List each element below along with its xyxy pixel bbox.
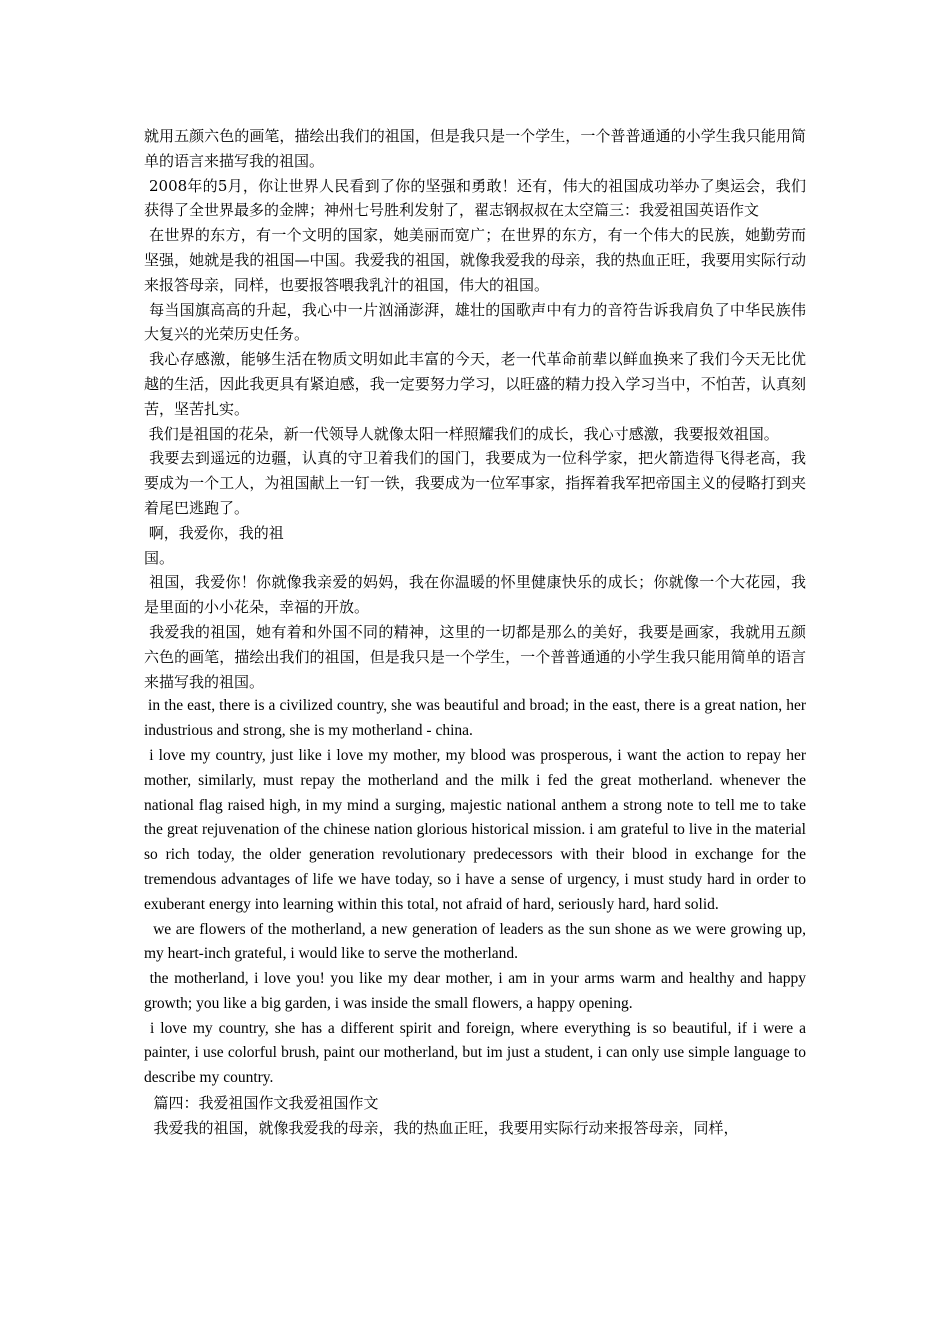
paragraph-5: 我心存感激，能够生活在物质文明如此丰富的今天，老一代革命前辈以鲜血换来了我们今天无比优越的生活，因此我更具有紧迫感，我一定要努力学习，以旺盛的精力投入学习当中，不怕苦，认真刻苦，坚苦扎实。 <box>144 350 806 418</box>
paragraph-18: 我爱我的祖国，就像我爱我的母亲，我的热血正旺，我要用实际行动来报答母亲，同样， <box>144 1118 739 1137</box>
paragraph-12-english: in the east, there is a civilized country, she was beautiful and broad; in the east, there is a great nation, her industrious and strong, she is my motherland - china. <box>144 697 810 740</box>
document-page <box>144 124 810 1141</box>
section-heading: 篇四：我爱祖国作文我爱祖国作文 <box>144 1094 379 1113</box>
paragraph-1: 就用五颜六色的画笔，描绘出我们的祖国，但是我只是一个学生，一个普普通通的小学生我只能用简单的语言来描写我的祖国。 <box>144 127 806 170</box>
paragraph-15-english: the motherland, i love you! you like my dear mother, i am in your arms warm and healthy and happy growth; you like a big garden, i was inside the small flowers, a happy opening. <box>144 970 810 1012</box>
paragraph-2: 2008年的5月，你让世界人民看到了你的坚强和勇敢！还有，伟大的祖国成功举办了奥运会，我们获得了全世界最多的金牌；神州七号胜利发射了，翟志钢叔叔在太空篇三：我爱祖国英语作文 <box>144 176 806 220</box>
paragraph-4: 每当国旗高高的升起，我心中一片汹涌澎湃，雄壮的国歌声中有力的音符告诉我肩负了中华民族伟大复兴的光荣历史任务。 <box>144 300 806 344</box>
paragraph-8: 啊，我爱你，我的祖 <box>144 523 284 542</box>
paragraph-11: 我爱我的祖国，她有着和外国不同的精神，这里的一切都是那么的美好，我要是画家，我就用五颜六色的画笔，描绘出我们的祖国，但是我只是一个学生，一个普普通通的小学生我只能用简单的语言来描写我的祖国。 <box>144 622 806 691</box>
paragraph-10: 祖国，我爱你！你就像我亲爱的妈妈，我在你温暖的怀里健康快乐的成长；你就像一个大花园，我是里面的小小花朵，幸福的开放。 <box>144 573 806 617</box>
paragraph-6: 我们是祖国的花朵，新一代领导人就像太阳一样照耀我们的成长，我心寸感激，我要报效祖国。 <box>144 424 779 443</box>
paragraph-16-english: i love my country, she has a different spirit and foreign, where everything is so beautiful, if i were a painter, i use colorful brush, paint our motherland, but im just a student, i can only use simple language to describe my country. <box>144 1019 810 1087</box>
paragraph-13-english: i love my country, just like i love my mother, my blood was prosperous, i want the action to repay her mother, similarly, must repay the motherland and the milk i fed the great motherland. whenever the national flag raised high, in my mind a surging, majestic national anthem a strong note to tell me to take the great rejuvenation of the chinese nation glorious historical mission. i am grateful to live in the material so rich today, the older generation revolutionary predecessors with their blood in exchange for the tremendous advantages of life we have today, so i have a sense of urgency, i must study hard in order to exuberant energy into learning within this total, not afraid of hard, seriously hard, hard solid. <box>144 746 810 913</box>
paragraph-9: 国。 <box>144 548 175 567</box>
paragraph-14-english: we are flowers of the motherland, a new generation of leaders as the sun shone as we were growing up, my heart-inch grateful, i would like to serve the motherland. <box>144 920 810 963</box>
paragraph-7: 我要去到遥远的边疆，认真的守卫着我们的国门，我要成为一位科学家，把火箭造得飞得老高，我要成为一个工人，为祖国献上一钉一铁，我要成为一位军事家，指挥着我军把帝国主义的侵略打到夹着尾巴逃跑了。 <box>144 449 806 517</box>
paragraph-3: 在世界的东方，有一个文明的国家，她美丽而宽广；在世界的东方，有一个伟大的民族，她勤劳而坚强，她就是我的祖国—中国。我爱我的祖国，就像我爱我的母亲，我的热血正旺，我要用实际行动来报答母亲，同样，也要报答喂我乳汁的祖国，伟大的祖国。 <box>144 226 806 294</box>
